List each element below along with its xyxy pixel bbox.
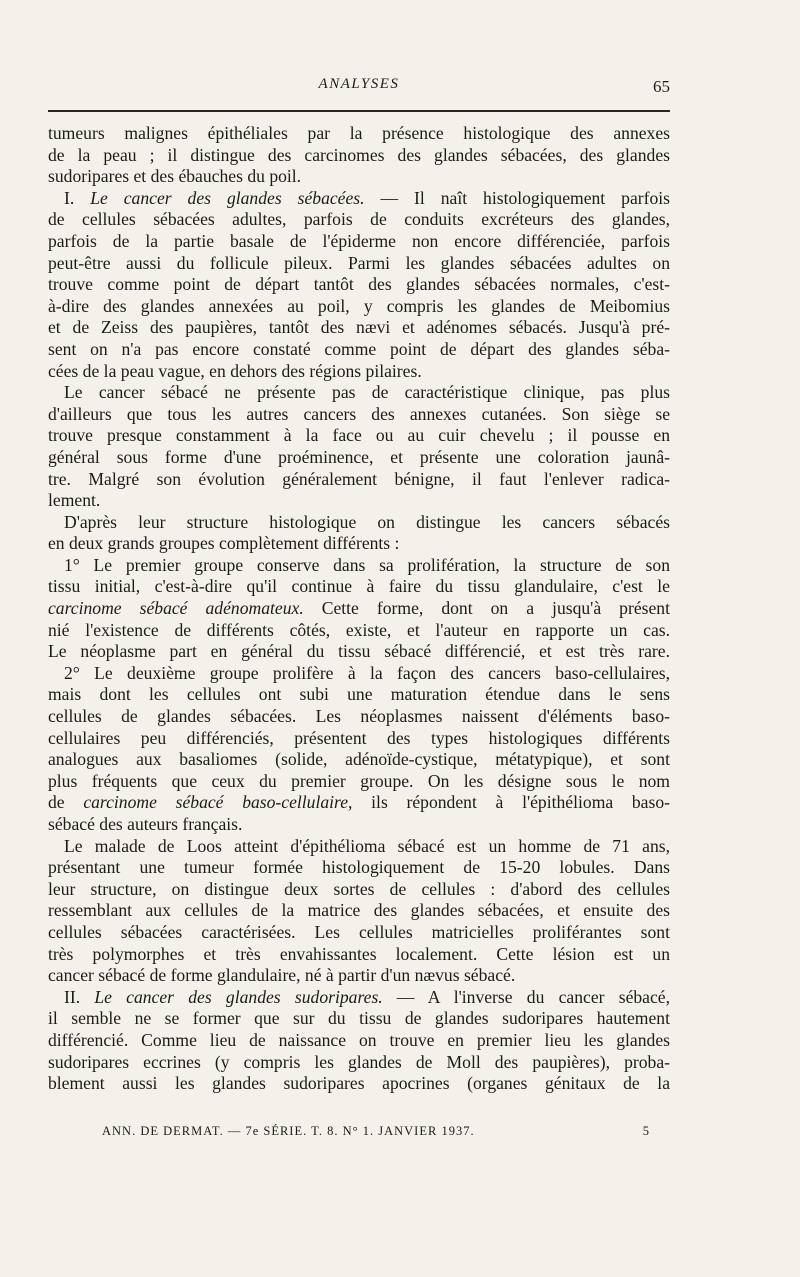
text-line [48, 814, 670, 836]
text-run: et de Zeiss des paupières, tantôt des nævi et adénomes sébacés. Jusqu'à pré- [48, 317, 670, 338]
text-line [48, 253, 670, 275]
text-line [48, 1030, 670, 1052]
text-run: cées de la peau vague, en dehors des régions pilaires. [48, 360, 422, 381]
text-line [48, 490, 670, 512]
text-line [48, 274, 670, 296]
text-run: lement. [48, 490, 101, 511]
text-line [48, 857, 670, 879]
text-line [48, 944, 670, 966]
text-line [48, 296, 670, 318]
text-line [48, 684, 670, 706]
text-run: nié l'existence de différents côtés, existe, et l'auteur en rapporte un cas. [48, 619, 670, 640]
text-line [48, 361, 670, 383]
text-run: de la peau ; il distingue des carcinomes des glandes sébacées, des glandes [48, 144, 670, 165]
text-run: présentant une tumeur formée histologiquement de 15-20 lobules. Dans [48, 857, 670, 878]
text-run: ils répondent à l'épithélioma baso- [352, 792, 670, 813]
text-line [48, 836, 670, 858]
text-run: sent on n'a pas encore constaté comme point de départ des glandes séba- [48, 338, 670, 359]
text-line [48, 145, 670, 167]
text-line [48, 879, 670, 901]
text-run: sudoripares et des ébauches du poil. [48, 166, 302, 187]
text-run: en deux grands groupes complètement différents : [48, 533, 400, 554]
article-body [48, 123, 670, 1095]
page-number: 65 [653, 77, 670, 96]
text-run: général sous forme d'une proéminence, et présente une coloration jaunâ- [48, 446, 670, 467]
text-run: ressemblant aux cellules de la matrice des glandes sébacées, et ensuite des [48, 900, 670, 921]
text-line [48, 922, 670, 944]
text-line [48, 706, 670, 728]
text-run: cellules sébacées caractérisées. Les cellules matricielles proliférantes sont [48, 921, 670, 942]
text-line [48, 123, 670, 145]
footer-citation: ANN. DE DERMAT. — 7e SÉRIE. T. 8. N° 1. JANVIER 1937. [102, 1124, 475, 1138]
text-run: tissu initial, c'est-à-dire qu'il continue à faire du tissu glandulaire, c'est le [48, 576, 670, 597]
text-run: D'après leur structure histologique on distingue les cancers sébacés [64, 511, 670, 532]
text-run: plus fréquents que ceux du premier groupe. On les désigne sous le nom [48, 770, 670, 791]
text-line [48, 404, 670, 426]
text-run: peut-être aussi du follicule pileux. Parmi les glandes sébacées adultes on [48, 252, 670, 273]
text-line [48, 533, 670, 555]
page-header [48, 76, 670, 100]
text-run: différencié. Comme lieu de naissance on trouve en premier lieu les glandes [48, 1029, 670, 1050]
text-line [48, 1073, 670, 1095]
italic-text: carcinome sébacé baso-cellulaire, [83, 792, 353, 813]
text-line [48, 425, 670, 447]
text-run: parfois de la partie basale de l'épiderme non encore différenciée, parfois [48, 230, 670, 251]
text-run: trouve presque constamment à la face ou au cuir chevelu ; il pousse en [48, 425, 670, 446]
text-run: Le néoplasme part en général du tissu sébacé différencié, et est très rare. [48, 641, 670, 662]
text-run: cellules de glandes sébacées. Les néoplasmes naissent d'éléments baso- [48, 706, 670, 727]
text-line [48, 771, 670, 793]
text-line [48, 555, 670, 577]
text-run: sébacé des auteurs français. [48, 814, 243, 834]
text-run: analogues aux basaliomes (solide, adénoïde-cystique, métatypique), et sont [48, 749, 670, 770]
text-line [48, 965, 670, 987]
text-run: — Il naît histologiquement parfois [364, 187, 670, 208]
italic-text: carcinome sébacé adénomateux. [48, 598, 304, 619]
text-run: leur structure, on distingue deux sortes de cellules : d'abord des cellules [48, 878, 670, 899]
text-line [48, 576, 670, 598]
text-line [48, 339, 670, 361]
text-line [48, 188, 670, 210]
text-run: d'ailleurs que tous les autres cancers des annexes cutanées. Son siège se [48, 403, 670, 424]
text-line [48, 1008, 670, 1030]
text-line [48, 382, 670, 404]
text-line [48, 317, 670, 339]
text-line [48, 792, 670, 814]
text-line [48, 166, 670, 188]
header-rule [48, 110, 670, 112]
text-run: sudoripares eccrines (y compris les glandes de Moll des paupières), proba- [48, 1051, 670, 1072]
signature-mark: 5 [642, 1124, 650, 1138]
text-run: à-dire des glandes annexées au poil, y compris les glandes de Meibomius [48, 295, 670, 316]
text-line [48, 728, 670, 750]
text-line [48, 209, 670, 231]
text-run: II. [64, 986, 95, 1007]
text-run: trouve comme point de départ tantôt des glandes sébacées normales, c'est- [48, 274, 670, 295]
text-line [48, 469, 670, 491]
text-run: — A l'inverse du cancer sébacé, [382, 986, 670, 1007]
text-run: de [48, 792, 84, 813]
text-line [48, 749, 670, 771]
text-line [48, 641, 670, 663]
text-run: tumeurs malignes épithéliales par la présence histologique des annexes [48, 123, 670, 143]
text-run: 2° Le deuxième groupe prolifère à la façon des cancers baso-cellulaires, [64, 662, 670, 683]
page-footer [102, 1124, 650, 1139]
text-run: cellulaires peu différenciés, présentent des types histologiques différents [48, 727, 670, 748]
italic-text: Le cancer des glandes sébacées. [90, 187, 365, 208]
text-run: Cette forme, dont on a jusqu'à présent [303, 598, 670, 619]
text-run: cancer sébacé de forme glandulaire, né à partir d'un nævus sébacé. [48, 965, 516, 986]
text-line [48, 663, 670, 685]
text-run: blement aussi les glandes sudoripares apocrines (organes génitaux de la [48, 1073, 670, 1094]
text-run: très polymorphes et très envahissantes localement. Cette lésion est un [48, 943, 670, 964]
text-run: I. [64, 187, 91, 208]
text-run: il semble ne se former que sur du tissu de glandes sudoripares hautement [48, 1008, 670, 1029]
text-line [48, 231, 670, 253]
text-line [48, 620, 670, 642]
text-line [48, 598, 670, 620]
text-run: Le cancer sébacé ne présente pas de caractéristique clinique, pas plus [64, 382, 670, 403]
text-line [48, 1052, 670, 1074]
text-run: de cellules sébacées adultes, parfois de conduits excréteurs des glandes, [48, 209, 670, 230]
text-run: 1° Le premier groupe conserve dans sa prolifération, la structure de son [64, 554, 670, 575]
text-line [48, 447, 670, 469]
text-line [48, 900, 670, 922]
text-line [48, 512, 670, 534]
text-run: Le malade de Loos atteint d'épithélioma sébacé est un homme de 71 ans, [64, 835, 670, 856]
text-run: mais dont les cellules ont subi une maturation étendue dans le sens [48, 684, 670, 705]
running-title: ANALYSES [318, 76, 400, 92]
text-run: tre. Malgré son évolution généralement bénigne, il faut l'enlever radica- [48, 468, 670, 489]
text-line [48, 987, 670, 1009]
italic-text: Le cancer des glandes sudoripares. [94, 986, 383, 1007]
